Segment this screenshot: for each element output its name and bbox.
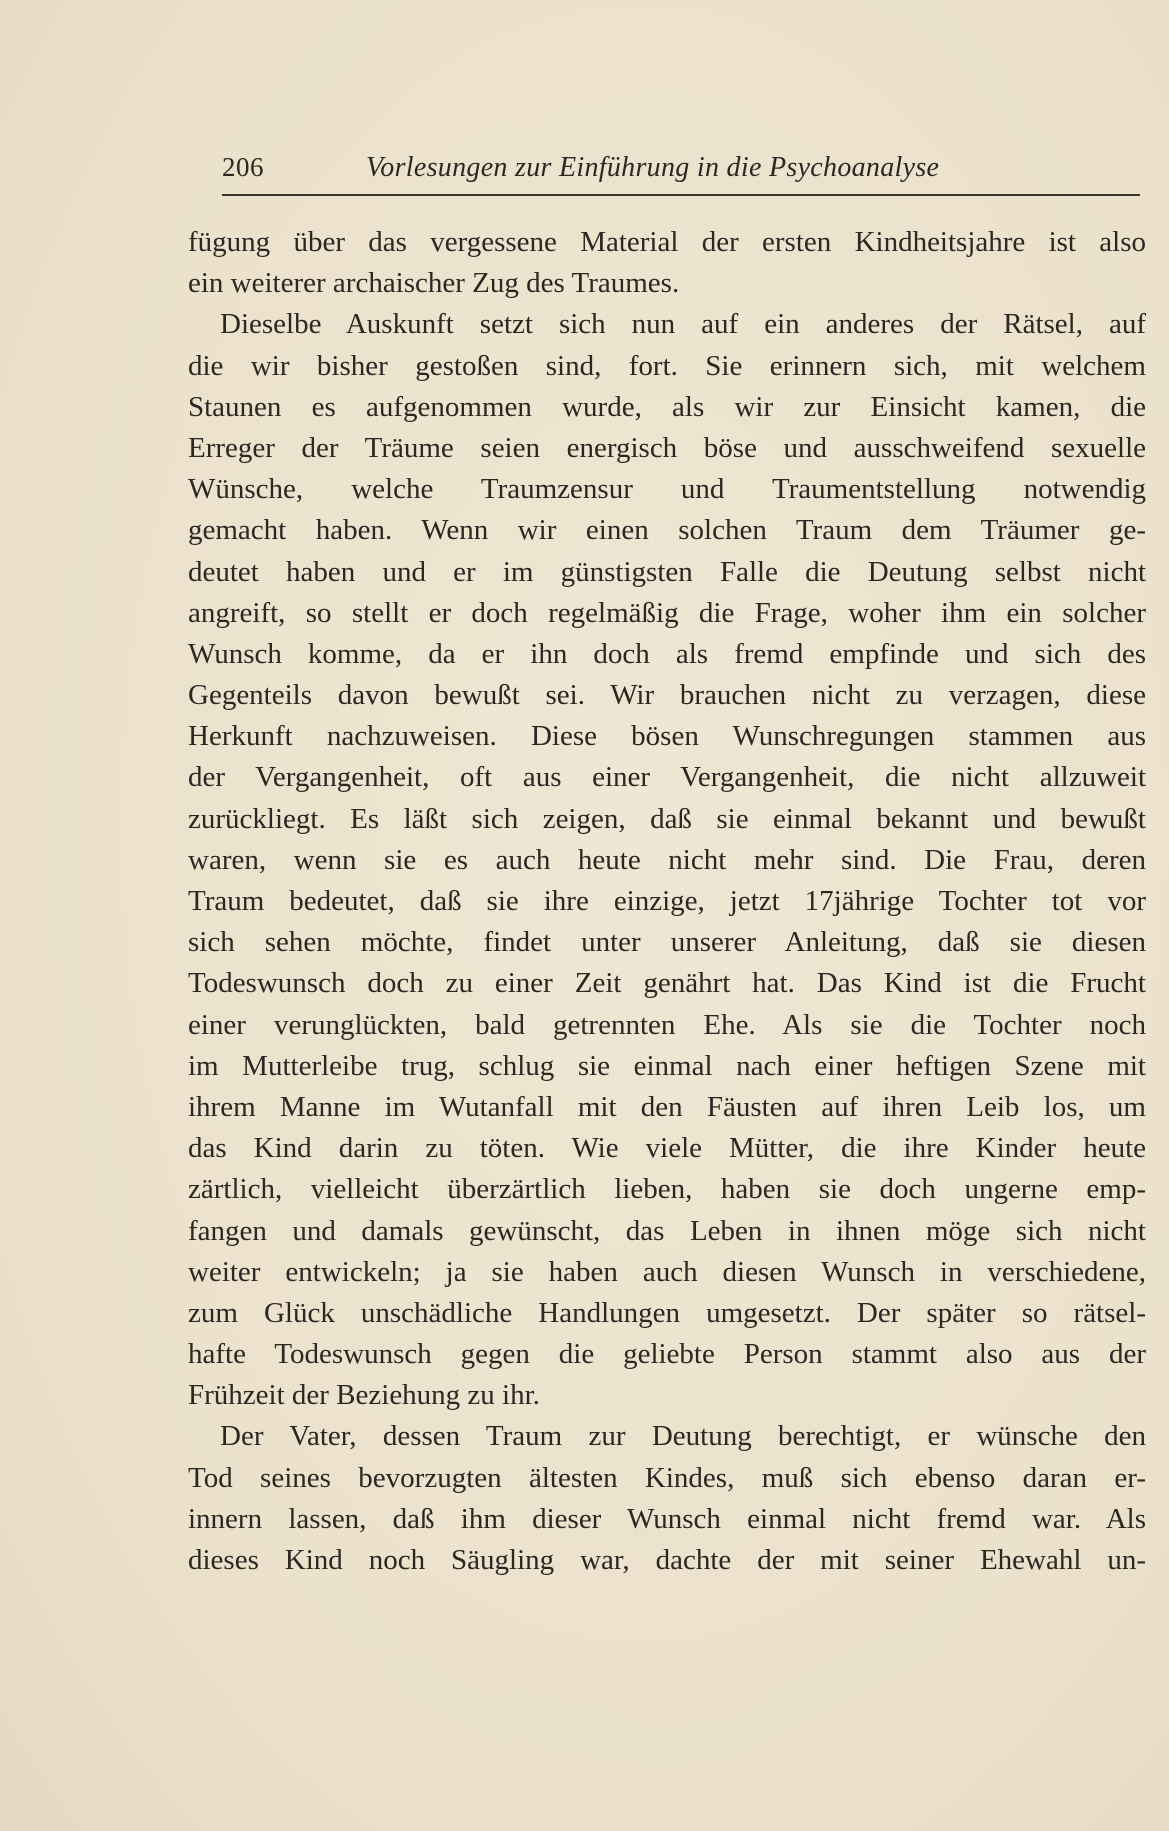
text-line: Erreger der Träume seien energisch böse und ausschweifend sexuelle xyxy=(188,431,1146,464)
text-line: im Mutterleibe trug, schlug sie einmal nach einer heftigen Szene mit xyxy=(188,1049,1146,1082)
text-line: fügung über das vergessene Material der ersten Kindheitsjahre ist also xyxy=(188,226,1146,258)
text-line: zärtlich, vielleicht überzärtlich lieben, haben sie doch ungerne emp- xyxy=(188,1173,1146,1206)
text-line: Dieselbe Auskunft setzt sich nun auf ein anderes der Rätsel, auf xyxy=(220,308,1146,341)
text-line: gemacht haben. Wenn wir einen solchen Traum dem Träumer ge- xyxy=(188,514,1146,547)
text-line: das Kind darin zu töten. Wie viele Mütter, die ihre Kinder heute xyxy=(188,1132,1146,1165)
text-line: fangen und damals gewünscht, das Leben in ihnen möge sich nicht xyxy=(188,1214,1146,1247)
page-number: 206 xyxy=(222,152,264,182)
text-line: Der Vater, dessen Traum zur Deutung berechtigt, er wünsche den xyxy=(220,1420,1146,1453)
text-line: Staunen es aufgenommen wurde, als wir zur Einsicht kamen, die xyxy=(188,390,1146,423)
text-line: zum Glück unschädliche Handlungen umgesetzt. Der später so rätsel- xyxy=(188,1296,1146,1329)
text-line: Gegenteils davon bewußt sei. Wir brauchen nicht zu verzagen, diese xyxy=(188,679,1146,712)
text-line: Tod seines bevorzugten ältesten Kindes, muß sich ebenso daran er- xyxy=(188,1461,1146,1494)
text-line: innern lassen, daß ihm dieser Wunsch einmal nicht fremd war. Als xyxy=(188,1502,1146,1535)
text-line: zurückliegt. Es läßt sich zeigen, daß sie einmal bekannt und bewußt xyxy=(188,802,1146,835)
text-line: deutet haben und er im günstigsten Falle die Deutung selbst nicht xyxy=(188,555,1146,588)
text-line: hafte Todeswunsch gegen die geliebte Person stammt also aus der xyxy=(188,1338,1146,1371)
text-line: einer verunglückten, bald getrennten Ehe. Als sie die Tochter noch xyxy=(188,1008,1146,1041)
text-line: sich sehen möchte, findet unter unserer Anleitung, daß sie diesen xyxy=(188,926,1146,959)
text-line: angreift, so stellt er doch regelmäßig die Frage, woher ihm ein solcher xyxy=(188,596,1146,629)
text-line: Herkunft nachzuweisen. Diese bösen Wunschregungen stammen aus xyxy=(188,720,1146,753)
header-rule xyxy=(222,194,1140,196)
text-line: ihrem Manne im Wutanfall mit den Fäusten auf ihren Leib los, um xyxy=(188,1090,1146,1123)
text-line: Traum bedeutet, daß sie ihre einzige, jetzt 17jährige Tochter tot vor xyxy=(188,885,1146,917)
body-text xyxy=(188,222,1146,1581)
running-title: Vorlesungen zur Einführung in die Psychoanalyse xyxy=(366,152,940,183)
text-line: waren, wenn sie es auch heute nicht mehr sind. Die Frau, deren xyxy=(188,843,1146,876)
text-line: die wir bisher gestoßen sind, fort. Sie erinnern sich, mit welchem xyxy=(188,349,1146,382)
text-line: der Vergangenheit, oft aus einer Vergangenheit, die nicht allzuweit xyxy=(188,761,1146,794)
text-line: ein weiterer archaischer Zug des Traumes. xyxy=(188,267,680,300)
text-line: Wunsch komme, da er ihn doch als fremd empfinde und sich des xyxy=(188,637,1146,670)
text-line: dieses Kind noch Säugling war, dachte der mit seiner Ehewahl un- xyxy=(188,1544,1146,1576)
text-line: Wünsche, welche Traumzensur und Traumentstellung notwendig xyxy=(188,473,1146,506)
text-line: weiter entwickeln; ja sie haben auch diesen Wunsch in verschiedene, xyxy=(188,1255,1146,1288)
running-head xyxy=(222,152,1142,196)
text-line: Frühzeit der Beziehung zu ihr. xyxy=(188,1379,540,1412)
text-line: Todeswunsch doch zu einer Zeit genährt hat. Das Kind ist die Frucht xyxy=(188,967,1146,1000)
